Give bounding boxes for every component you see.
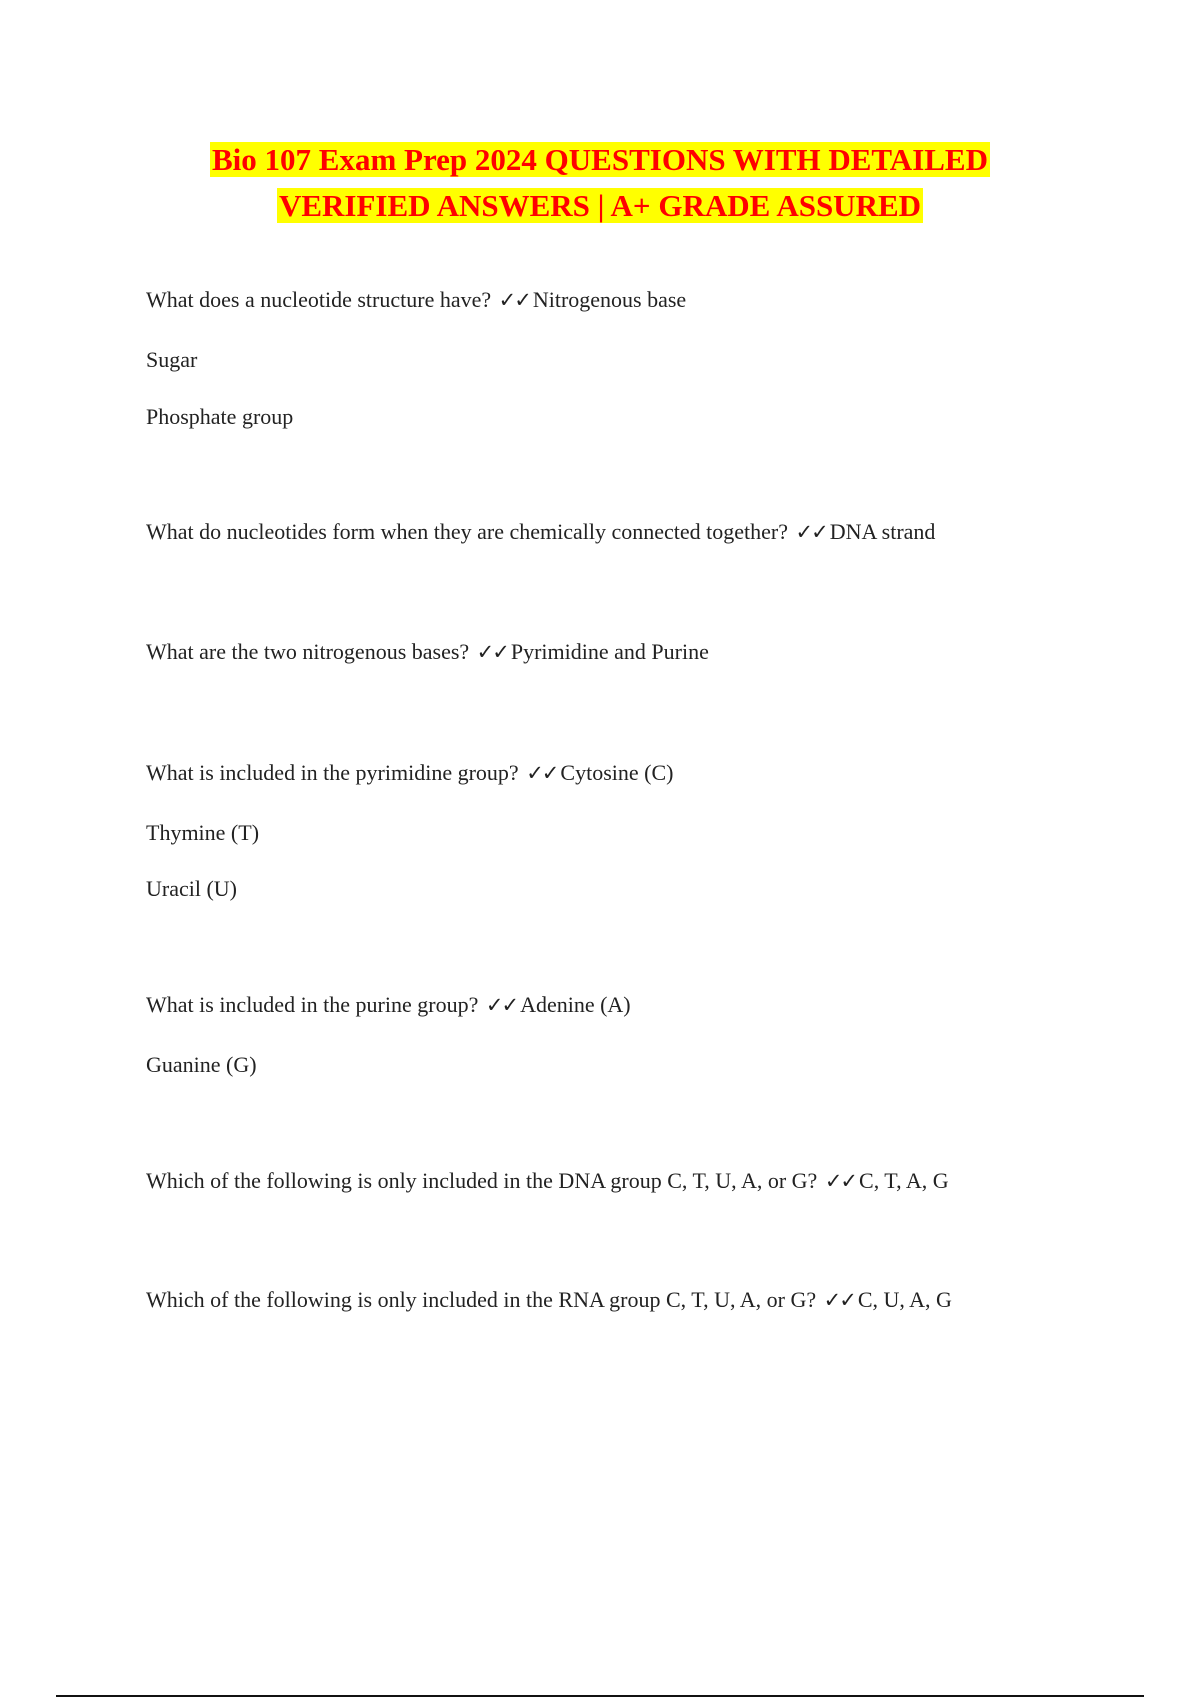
answer-text: Pyrimidine and Purine — [510, 639, 709, 664]
question-text: What is included in the pyrimidine group? — [146, 760, 519, 785]
double-check-icon: ✓✓ — [498, 288, 530, 312]
qa-item-4-answer-extra: Uracil (U) — [146, 876, 238, 901]
question-text: What do nucleotides form when they are chemically connected together? — [146, 519, 789, 544]
double-check-icon: ✓✓ — [824, 1169, 857, 1193]
question-text: What are the two nitrogenous bases? — [146, 639, 470, 664]
answer-text: Cytosine (C) — [560, 760, 674, 785]
qa-item-3-question-line — [146, 638, 709, 666]
answer-text: C, U, A, G — [857, 1287, 952, 1312]
qa-item-5-question-line — [146, 991, 631, 1019]
question-text: What is included in the purine group? — [146, 992, 479, 1017]
qa-item-1-answer-extra: Phosphate group — [146, 404, 294, 429]
qa-item-6-question-line — [146, 1167, 949, 1195]
qa-item-4-answer-extra: Thymine (T) — [146, 820, 260, 845]
question-text: Which of the following is only included in the DNA group C, T, U, A, or G? — [146, 1168, 818, 1193]
question-text: What does a nucleotide structure have? — [146, 287, 492, 312]
title-line-1: Bio 107 Exam Prep 2024 QUESTIONS WITH DETAILED — [212, 142, 988, 177]
title-line-2: VERIFIED ANSWERS | A+ GRADE ASSURED — [278, 188, 922, 223]
answer-text: DNA strand — [829, 519, 936, 544]
qa-item-2-question-line — [146, 518, 935, 546]
double-check-icon: ✓✓ — [485, 993, 518, 1017]
double-check-icon: ✓✓ — [526, 761, 558, 785]
answer-text: Nitrogenous base — [532, 287, 687, 312]
document-title — [0, 140, 1200, 232]
qa-item-1-answer-extra: Sugar — [146, 347, 198, 372]
qa-item-5-answer-extra: Guanine (G) — [146, 1052, 257, 1077]
double-check-icon: ✓✓ — [476, 640, 508, 664]
footer-divider — [56, 1695, 1144, 1697]
double-check-icon: ✓✓ — [823, 1288, 855, 1312]
qa-item-1-question-line — [146, 286, 686, 314]
qa-item-4-question-line — [146, 759, 673, 787]
qa-item-7-question-line — [146, 1286, 952, 1314]
answer-text: Adenine (A) — [520, 992, 631, 1017]
answer-text: C, T, A, G — [859, 1168, 949, 1193]
question-text: Which of the following is only included in the RNA group C, T, U, A, or G? — [146, 1287, 817, 1312]
double-check-icon: ✓✓ — [795, 520, 827, 544]
